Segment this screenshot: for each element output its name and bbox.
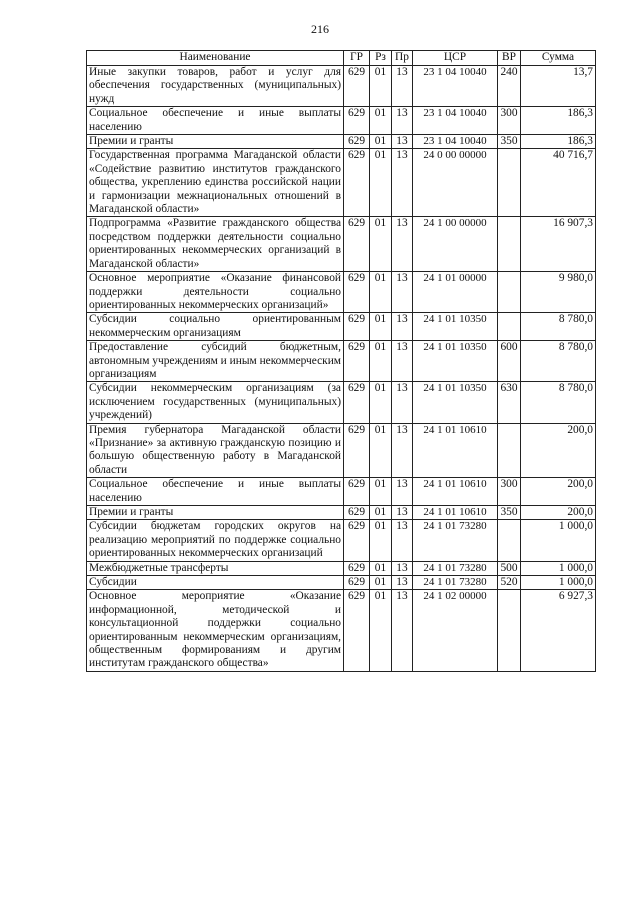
cell-rz: 01 — [370, 313, 392, 341]
cell-sum: 8 780,0 — [521, 313, 596, 341]
cell-csr: 24 1 01 10610 — [413, 506, 498, 520]
cell-name: Субсидии — [87, 576, 344, 590]
cell-rz: 01 — [370, 576, 392, 590]
header-rz: Рз — [370, 51, 392, 66]
table-row — [87, 423, 596, 478]
table-row — [87, 135, 596, 149]
cell-name: Премия губернатора Магаданской области «Признание» за активную гражданскую позицию и большую общественную работу в Магаданской области — [87, 423, 344, 478]
cell-vr — [498, 149, 521, 217]
cell-name: Субсидии социально ориентированным некоммерческим организациям — [87, 313, 344, 341]
cell-pr: 13 — [392, 478, 413, 506]
cell-name: Премии и гранты — [87, 506, 344, 520]
cell-gr: 629 — [344, 217, 370, 272]
cell-pr: 13 — [392, 590, 413, 671]
cell-pr: 13 — [392, 561, 413, 575]
cell-rz: 01 — [370, 66, 392, 107]
cell-rz: 01 — [370, 520, 392, 561]
cell-rz: 01 — [370, 506, 392, 520]
table-row — [87, 478, 596, 506]
cell-csr: 24 1 01 73280 — [413, 520, 498, 561]
cell-name: Подпрограмма «Развитие гражданского общества посредством поддержки деятельности социально ориентированных некоммерческих организаций в Магаданской области» — [87, 217, 344, 272]
cell-csr: 24 1 01 73280 — [413, 561, 498, 575]
cell-vr: 520 — [498, 576, 521, 590]
page-number: 216 — [311, 22, 329, 36]
cell-sum: 13,7 — [521, 66, 596, 107]
cell-gr: 629 — [344, 272, 370, 313]
cell-sum: 40 716,7 — [521, 149, 596, 217]
cell-pr: 13 — [392, 576, 413, 590]
cell-sum: 8 780,0 — [521, 341, 596, 382]
cell-sum: 200,0 — [521, 423, 596, 478]
cell-name: Субсидии некоммерческим организациям (за исключением государственных (муниципальных) учреждений) — [87, 382, 344, 423]
cell-rz: 01 — [370, 107, 392, 135]
cell-name: Иные закупки товаров, работ и услуг для обеспечения государственных (муниципальных) нужд — [87, 66, 344, 107]
cell-sum: 16 907,3 — [521, 217, 596, 272]
cell-pr: 13 — [392, 66, 413, 107]
cell-vr — [498, 590, 521, 671]
cell-gr: 629 — [344, 341, 370, 382]
cell-name: Государственная программа Магаданской области «Содействие развитию институтов гражданского общества, укреплению единства российской нации и гармонизации межнациональных отношений в Магаданской области» — [87, 149, 344, 217]
table-row — [87, 561, 596, 575]
cell-vr: 630 — [498, 382, 521, 423]
cell-name: Предоставление субсидий бюджетным, автономным учреждениям и иным некоммерческим организациям — [87, 341, 344, 382]
table-row — [87, 313, 596, 341]
cell-gr: 629 — [344, 135, 370, 149]
header-vr: ВР — [498, 51, 521, 66]
cell-csr: 24 1 01 00000 — [413, 272, 498, 313]
cell-vr: 500 — [498, 561, 521, 575]
table-row — [87, 590, 596, 671]
cell-sum: 8 780,0 — [521, 382, 596, 423]
table-row — [87, 66, 596, 107]
cell-sum: 6 927,3 — [521, 590, 596, 671]
table-row — [87, 217, 596, 272]
cell-gr: 629 — [344, 590, 370, 671]
cell-vr — [498, 313, 521, 341]
cell-sum: 1 000,0 — [521, 576, 596, 590]
header-pr: Пр — [392, 51, 413, 66]
cell-sum: 186,3 — [521, 107, 596, 135]
cell-pr: 13 — [392, 135, 413, 149]
cell-pr: 13 — [392, 272, 413, 313]
cell-vr: 600 — [498, 341, 521, 382]
cell-csr: 24 1 02 00000 — [413, 590, 498, 671]
cell-csr: 24 1 01 10610 — [413, 478, 498, 506]
cell-name: Социальное обеспечение и иные выплаты населению — [87, 107, 344, 135]
cell-csr: 24 1 01 73280 — [413, 576, 498, 590]
cell-gr: 629 — [344, 107, 370, 135]
cell-pr: 13 — [392, 423, 413, 478]
cell-pr: 13 — [392, 313, 413, 341]
table-row — [87, 272, 596, 313]
cell-name: Субсидии бюджетам городских округов на реализацию мероприятий по поддержке социально ориентированных некоммерческих организаций — [87, 520, 344, 561]
cell-pr: 13 — [392, 382, 413, 423]
cell-csr: 23 1 04 10040 — [413, 66, 498, 107]
cell-name: Межбюджетные трансферты — [87, 561, 344, 575]
cell-csr: 24 1 01 10350 — [413, 313, 498, 341]
cell-pr: 13 — [392, 107, 413, 135]
cell-vr — [498, 272, 521, 313]
cell-vr — [498, 423, 521, 478]
cell-rz: 01 — [370, 149, 392, 217]
cell-csr: 24 1 01 10610 — [413, 423, 498, 478]
cell-sum: 186,3 — [521, 135, 596, 149]
cell-rz: 01 — [370, 478, 392, 506]
table-row — [87, 341, 596, 382]
cell-name: Социальное обеспечение и иные выплаты населению — [87, 478, 344, 506]
cell-gr: 629 — [344, 149, 370, 217]
cell-csr: 24 1 00 00000 — [413, 217, 498, 272]
cell-csr: 24 1 01 10350 — [413, 341, 498, 382]
cell-gr: 629 — [344, 423, 370, 478]
cell-sum: 9 980,0 — [521, 272, 596, 313]
cell-vr — [498, 217, 521, 272]
cell-gr: 629 — [344, 382, 370, 423]
table-row — [87, 107, 596, 135]
table-header-row — [87, 51, 596, 66]
table-row — [87, 520, 596, 561]
cell-gr: 629 — [344, 478, 370, 506]
cell-name: Основное мероприятие «Оказание финансовой поддержки деятельности социально ориентированных некоммерческих организаций» — [87, 272, 344, 313]
cell-rz: 01 — [370, 341, 392, 382]
cell-sum: 1 000,0 — [521, 561, 596, 575]
cell-gr: 629 — [344, 506, 370, 520]
cell-sum: 200,0 — [521, 478, 596, 506]
budget-table — [86, 50, 596, 672]
cell-vr — [498, 520, 521, 561]
cell-vr: 300 — [498, 478, 521, 506]
cell-rz: 01 — [370, 272, 392, 313]
cell-vr: 350 — [498, 135, 521, 149]
cell-pr: 13 — [392, 506, 413, 520]
cell-gr: 629 — [344, 520, 370, 561]
cell-csr: 24 1 01 10350 — [413, 382, 498, 423]
cell-name: Основное мероприятие «Оказание информационной, методической и консультационной поддержки социально ориентированным некоммерческим организациям, общественным формированиям и другим институтам гражданского общества» — [87, 590, 344, 671]
cell-gr: 629 — [344, 66, 370, 107]
cell-rz: 01 — [370, 561, 392, 575]
cell-vr: 240 — [498, 66, 521, 107]
header-gr: ГР — [344, 51, 370, 66]
header-sum: Сумма — [521, 51, 596, 66]
cell-pr: 13 — [392, 217, 413, 272]
cell-vr: 350 — [498, 506, 521, 520]
cell-gr: 629 — [344, 313, 370, 341]
header-csr: ЦСР — [413, 51, 498, 66]
cell-gr: 629 — [344, 561, 370, 575]
cell-rz: 01 — [370, 135, 392, 149]
cell-pr: 13 — [392, 149, 413, 217]
cell-rz: 01 — [370, 590, 392, 671]
cell-sum: 1 000,0 — [521, 520, 596, 561]
cell-pr: 13 — [392, 520, 413, 561]
table-row — [87, 506, 596, 520]
cell-csr: 23 1 04 10040 — [413, 135, 498, 149]
header-name: Наименование — [87, 51, 344, 66]
cell-pr: 13 — [392, 341, 413, 382]
cell-csr: 23 1 04 10040 — [413, 107, 498, 135]
cell-rz: 01 — [370, 423, 392, 478]
table-row — [87, 382, 596, 423]
cell-vr: 300 — [498, 107, 521, 135]
cell-name: Премии и гранты — [87, 135, 344, 149]
cell-gr: 629 — [344, 576, 370, 590]
cell-rz: 01 — [370, 217, 392, 272]
table-row — [87, 576, 596, 590]
cell-csr: 24 0 00 00000 — [413, 149, 498, 217]
cell-rz: 01 — [370, 382, 392, 423]
table-body — [87, 66, 596, 672]
cell-sum: 200,0 — [521, 506, 596, 520]
table-row — [87, 149, 596, 217]
